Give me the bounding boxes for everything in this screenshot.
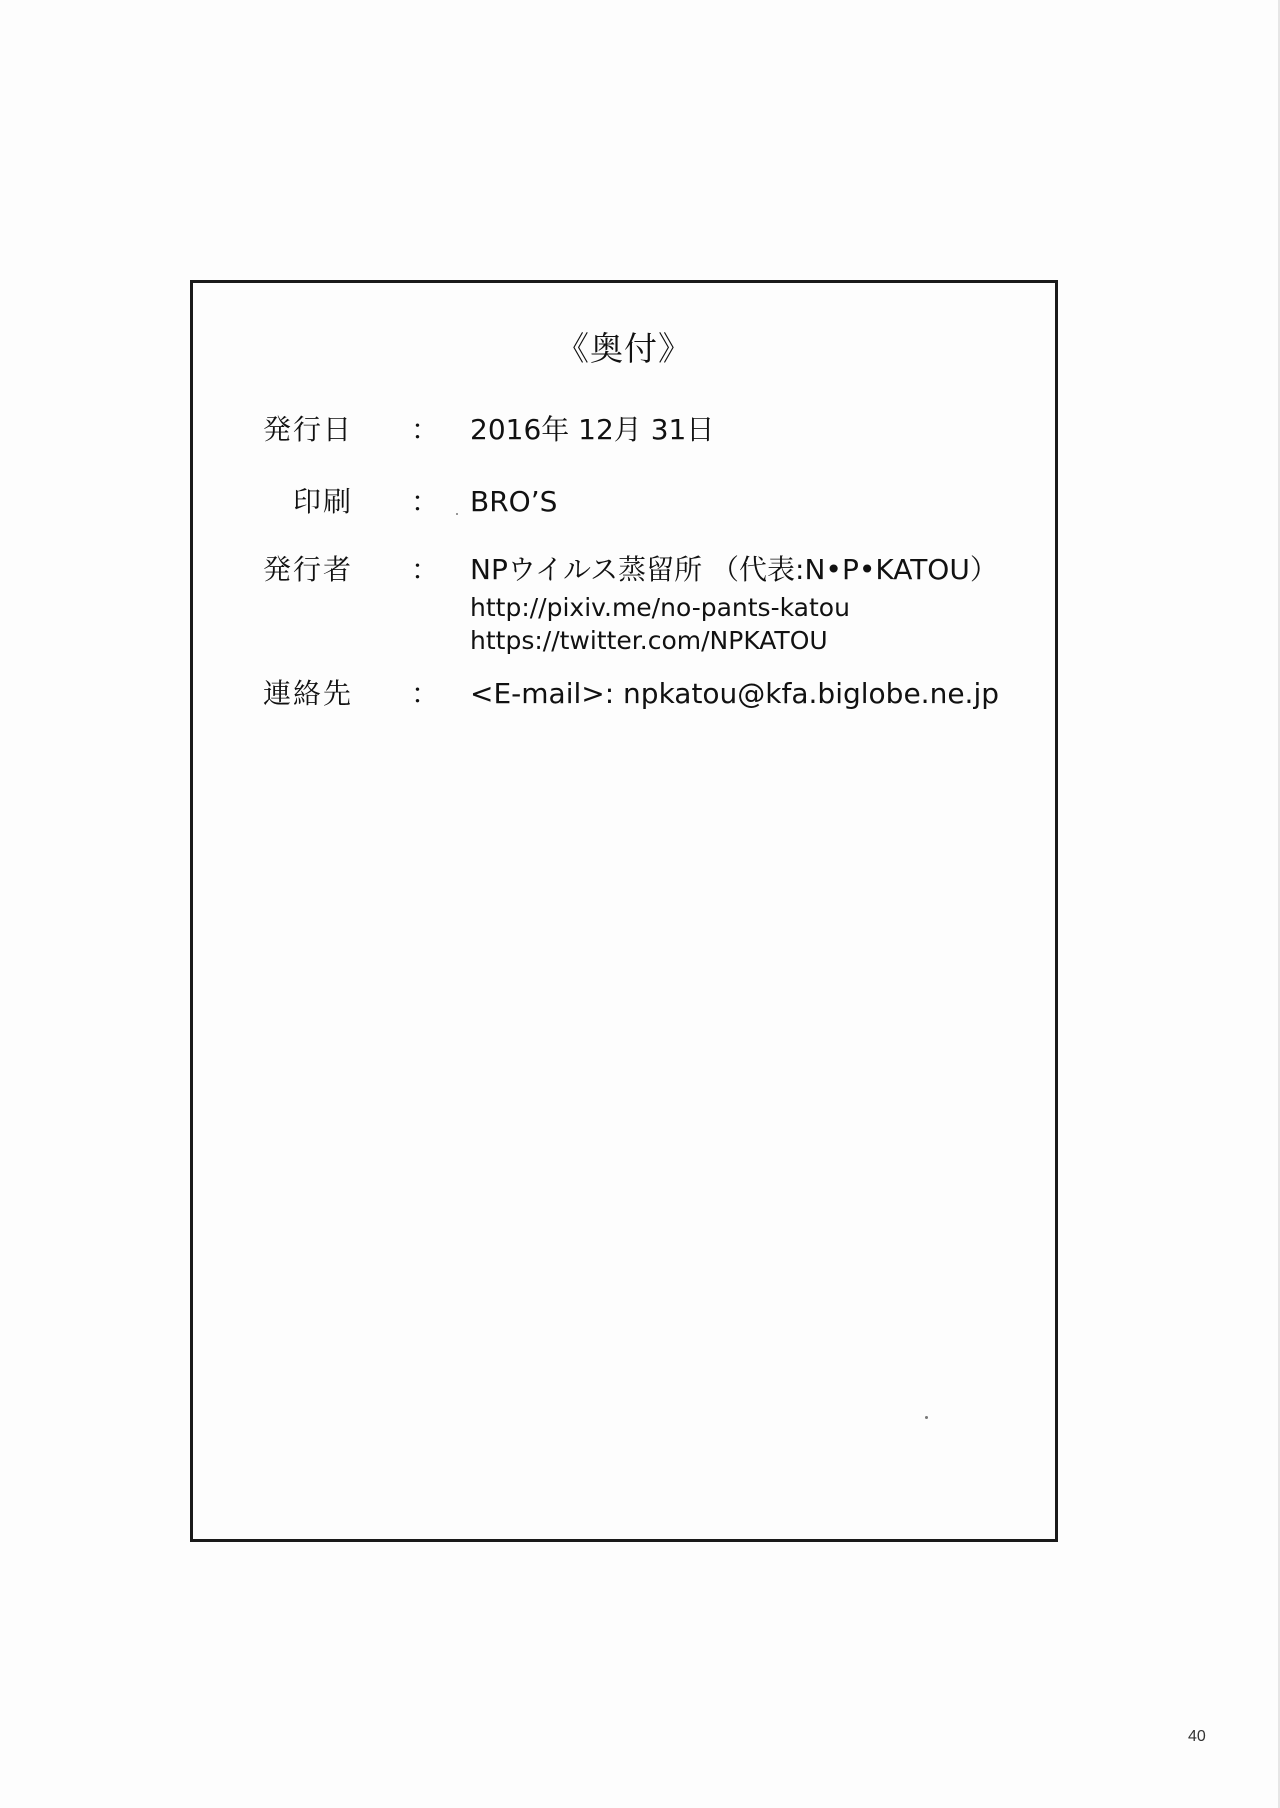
issue-date-label: 発行日 [262, 413, 353, 446]
printer-label: 印刷 [292, 485, 353, 518]
contact-colon: ： [411, 677, 440, 710]
printer-value: BRO’S [470, 485, 558, 518]
publisher-colon: ： [411, 553, 440, 586]
twitter-url: https://twitter.com/NPKATOU [470, 626, 828, 655]
pixiv-url: http://pixiv.me/no-pants-katou [470, 593, 850, 622]
publisher-label: 発行者 [262, 553, 353, 586]
colophon-frame [190, 280, 1058, 1542]
page-number: 40 [1188, 1728, 1206, 1745]
printer-colon: ： [411, 485, 440, 518]
issue-date-value: 2016年 12月 31日 [470, 413, 715, 446]
paper-speck [456, 513, 458, 515]
paper-speck [925, 1416, 928, 1419]
contact-label: 連絡先 [262, 677, 353, 710]
colophon-title: 《奥付》 [556, 329, 692, 368]
publisher-name: NPウイルス蒸留所 （代表:N•P•KATOU） [470, 553, 998, 586]
issue-date-colon: ： [411, 413, 440, 446]
contact-email: <E-mail>: npkatou@kfa.biglobe.ne.jp [470, 677, 999, 710]
